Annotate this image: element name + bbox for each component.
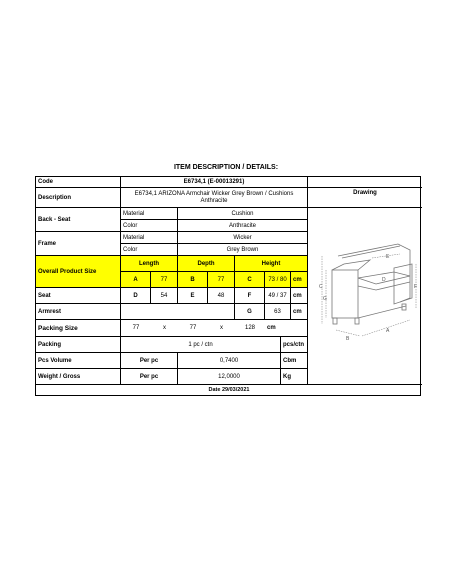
page-title: ITEM DESCRIPTION / DETAILS:	[173, 164, 279, 171]
overall-size-label: Overall Product Size	[36, 256, 121, 288]
drawing-label-e: E	[386, 254, 390, 260]
packing-height: 128	[235, 320, 265, 337]
dim-b-letter: B	[178, 272, 208, 288]
armrest-label: Armrest	[36, 304, 121, 320]
drawing-top-cell	[308, 177, 422, 188]
seat-unit: cm	[291, 288, 308, 304]
armrest-empty	[121, 304, 235, 320]
drawing-label-a: A	[386, 328, 390, 334]
overall-unit: cm	[291, 272, 308, 288]
dim-c-letter: C	[235, 272, 265, 288]
dim-f-letter: F	[235, 288, 265, 304]
packing-width: 77	[178, 320, 208, 337]
back-seat-color-label: Color	[121, 220, 178, 232]
item-details-table	[35, 176, 421, 396]
armchair-drawing	[310, 228, 420, 348]
drawing-label-d: D	[382, 277, 386, 283]
weight-per: Per pc	[121, 369, 178, 385]
dim-f-value: 49 / 37	[265, 288, 291, 304]
frame-color-label: Color	[121, 244, 178, 256]
volume-per: Per pc	[121, 353, 178, 369]
frame-color: Grey Brown	[178, 244, 308, 256]
weight-unit: Kg	[281, 369, 308, 385]
weight-value: 12,0000	[178, 369, 281, 385]
description-value: E6734,1 ARIZONA Armchair Wicker Grey Brown / Cushions Anthracite	[121, 188, 308, 208]
packing-value: 1 pc / ctn	[121, 337, 281, 353]
dim-b-value: 77	[208, 272, 235, 288]
volume-label: Pcs Volume	[36, 353, 121, 369]
dim-d-letter: D	[121, 288, 151, 304]
volume-unit: Cbm	[281, 353, 308, 369]
drawing-label-g: G	[323, 296, 327, 302]
dim-a-value: 77	[151, 272, 178, 288]
packing-x1: x	[151, 320, 178, 337]
dim-e-value: 48	[208, 288, 235, 304]
packing-size-unit: cm	[265, 320, 308, 337]
drawing-label-b: B	[346, 336, 350, 342]
description-label: Description	[36, 188, 121, 208]
weight-label: Weight / Gross	[36, 369, 121, 385]
drawing-label-f: F	[414, 284, 418, 290]
height-header: Height	[235, 256, 308, 272]
drawing-label-c: C	[319, 284, 323, 290]
seat-label: Seat	[36, 288, 121, 304]
drawing-area	[308, 208, 422, 385]
drawing-label: Drawing	[308, 188, 422, 208]
code-value: E6734,1 (E-00013291)	[121, 177, 308, 188]
dim-g-value: 63	[265, 304, 291, 320]
back-seat-material: Cushion	[178, 208, 308, 220]
packing-x2: x	[208, 320, 235, 337]
frame-material: Wicker	[178, 232, 308, 244]
back-seat-color: Anthracite	[178, 220, 308, 232]
dim-a-letter: A	[121, 272, 151, 288]
length-header: Length	[121, 256, 178, 272]
dim-d-value: 54	[151, 288, 178, 304]
dim-g-letter: G	[235, 304, 265, 320]
packing-length: 77	[121, 320, 151, 337]
packing-size-label: Packing Size	[36, 320, 121, 337]
volume-value: 0,7400	[178, 353, 281, 369]
packing-label: Packing	[36, 337, 121, 353]
dim-c-value: 73 / 80	[265, 272, 291, 288]
date-footer: Date 29/03/2021	[208, 387, 250, 393]
depth-header: Depth	[178, 256, 235, 272]
frame-label: Frame	[36, 232, 121, 256]
dim-e-letter: E	[178, 288, 208, 304]
armrest-unit: cm	[291, 304, 308, 320]
packing-unit: pcs/ctn	[281, 337, 308, 353]
back-seat-material-label: Material	[121, 208, 178, 220]
back-seat-label: Back - Seat	[36, 208, 121, 232]
frame-material-label: Material	[121, 232, 178, 244]
code-label: Code	[36, 177, 121, 188]
